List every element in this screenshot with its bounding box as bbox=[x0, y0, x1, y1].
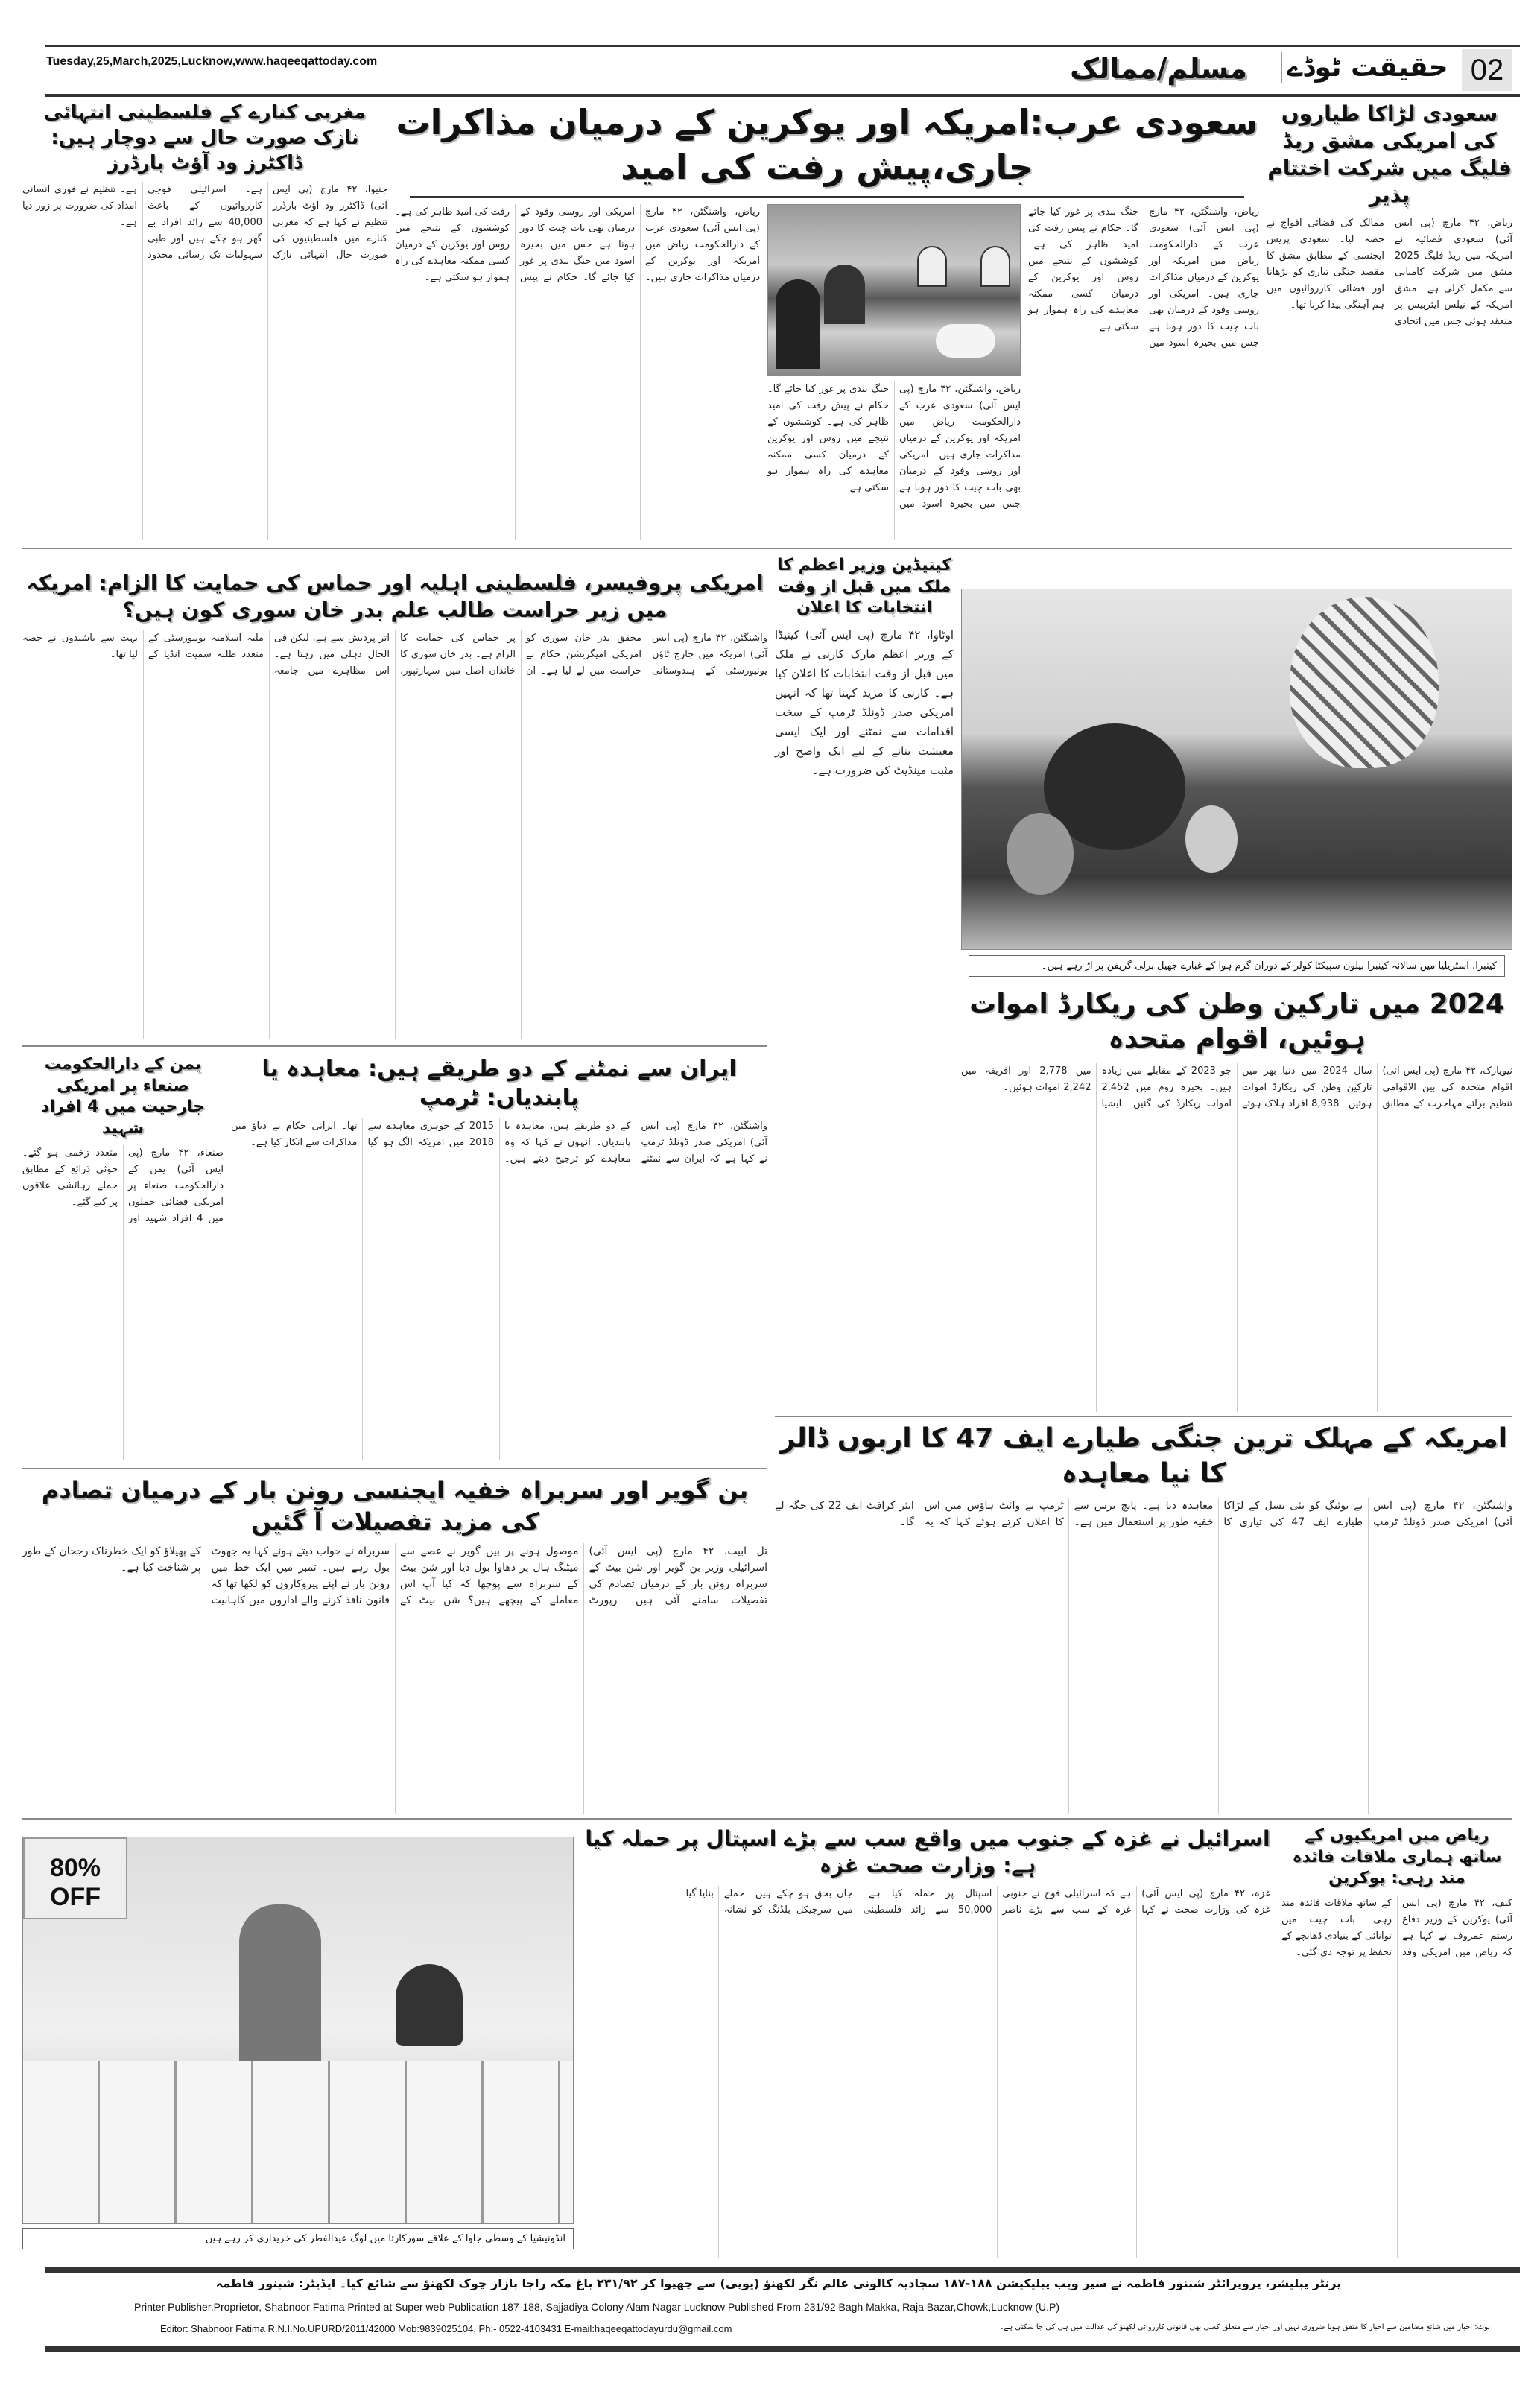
headline: ایران سے نمٹنے کے دو طریقے ہیں: معاہدہ یا پابندیاں: ٹرمپ bbox=[262, 1056, 737, 1111]
article-body: اوٹاوا، ۴۲ مارچ (پی ایس آئی) کینیڈا کے وزیر اعظم مارک کارنی نے ملک میں قبل از وقت انتخابات کا اعلان کیا ہے۔ کارنی کا مزید کہنا تھا کہ انہیں امریکی صدر ڈونلڈ ٹرمپ کے سخت اقدامات سے نمٹنے اور ایک ایسی معیشت بنانے کے لیے ایک واضح اور مثبت مینڈیٹ کی ضرورت ہے۔ bbox=[775, 627, 954, 777]
balloon-caption: کینبرا، آسٹریلیا میں سالانہ کینبرا بیلون سپیکٹا کولر کے دوران گرم ہوا کے غبارے جھیل برلی گریفن پر اڑ رہے ہیں۔ bbox=[969, 955, 1505, 977]
headline: بن گویر اور سربراہ خفیہ ایجنسی رونن بار کے درمیان تصادم کی مزید تفصیلات آ گئیں bbox=[41, 1476, 749, 1536]
header-rule bbox=[45, 94, 1520, 97]
article-ben-gvir bbox=[22, 1475, 767, 1814]
article-body: صنعاء، ۴۲ مارچ (پی ایس آئی) یمن کے دارالحکومت صنعاء پر امریکی فضائی حملوں میں 4 افراد شہید اور متعدد زخمی ہو گئے۔ حوثی ذرائع کے مطابق حملے رہائشی علاقوں پر کیے گئے۔ bbox=[22, 1147, 224, 1225]
article-body: تل ابیب، ۴۲ مارچ (پی ایس آئی) اسرائیلی وزیر بن گویر اور شن بیٹ کے سربراہ رونن بار کے درمیان تصادم کی تفصیلات سامنے آئی ہیں۔ رپورٹ موصول ہونے پر بین گویر نے غصے سے میٹنگ ہال پر دھاوا بول دیا اور شن بیٹ کے سربراہ سے پوچھا کہ کیا آپ اس معاملے کے پیچھے ہیں؟ شن بیٹ کے سربراہ نے جواب دیتے ہوئے کہا یہ جھوٹ بول رہے ہیں۔ تمبر میں ایک خط میں رونن بار نے اپنے پیروکاروں کو لکھا تھا کہ قانون نافذ کرنے والے اداروں میں کاہانیت کے پھیلاؤ کو ایک خطرناک رجحان کے طور پر شناخت کیا ہے۔ bbox=[22, 1545, 767, 1607]
article-body: واشنگٹن، ۴۲ مارچ (پی ایس آئی) امریکی صدر ڈونلڈ ٹرمپ نے بوئنگ کو نئی نسل کے لڑاکا طیارے ایف 47 کی تیاری کا معاہدہ دیا ہے۔ پانچ برس سے خفیہ طور پر استعمال میں ہے۔ ٹرمپ نے وائٹ ہاؤس میں اس کا اعلان کرتے ہوئے کہا کہ یہ ایئر کرافٹ ایف 22 کی جگہ لے گا۔ bbox=[775, 1499, 1513, 1528]
article-body: کیف، ۴۲ مارچ (پی ایس آئی) یوکرین کے وزیر دفاع رستم عمروف نے کہا ہے کہ ریاض میں امریکی وفد کے ساتھ ملاقات فائدہ مند رہی۔ بات چیت میں توانائی کے بنیادی ڈھانچے کے تحفظ پر توجہ دی گئی۔ bbox=[1281, 1897, 1512, 1958]
page-number: 02 bbox=[1462, 49, 1512, 91]
row-divider bbox=[22, 1045, 767, 1047]
article-body: ریاض، ۴۲ مارچ (پی ایس آئی) سعودی فضائیہ نے امریکہ میں ریڈ فلیگ 2025 مشق میں شرکت کامیابی سے مکمل کرلی ہے۔ مشق امریکہ کے نیلس ایئربیس پر منعقد ہوئی جس میں اتحادی ممالک کی فضائی افواج نے حصہ لیا۔ سعودی پریس ایجنسی کے مطابق مشق کا مقصد جنگی تیاری کو بڑھانا اور فضائی کارروائیوں میں ہم آہنگی پیدا کرنا تھا۔ bbox=[1267, 217, 1512, 327]
article-iran-trump bbox=[231, 1054, 767, 1460]
article-redflag bbox=[1267, 101, 1512, 540]
balloon-tiger bbox=[1290, 597, 1439, 768]
headline: یمن کے دارالحکومت صنعاء پر امریکی جارحیت میں 4 افراد شہید bbox=[40, 1055, 206, 1138]
article-migrant-deaths bbox=[961, 987, 1512, 1412]
balloon bbox=[1185, 805, 1238, 873]
article-westbank bbox=[22, 101, 387, 540]
photo-flowers bbox=[936, 324, 995, 358]
article-body: واشنگٹن، ۴۲ مارچ (پی ایس آئی) امریکہ میں جارج ٹاؤن یونیورسٹی کے ہندوستانی محقق بدر خان سوری کو امریکی امیگریشن حکام نے حراست میں لے لیا ہے۔ ان پر حماس کی حمایت کا الزام ہے۔ بدر خان سوری کا خاندان اصل میں سہارنپور، اتر پردیش سے ہے، لیکن فی الحال دہلی میں رہتا ہے۔ اس مظاہرے میں جامعہ ملیہ اسلامیہ یونیورسٹی کے متعدد طلبہ سمیت انڈیا کے بہت سے باشندوں نے حصہ لیا تھا۔ bbox=[22, 632, 767, 677]
photo-figure bbox=[824, 265, 865, 324]
footer-english-imprint: Printer Publisher,Proprietor, Shabnoor Fatima Printed at Super web Publication 187-188, Sajjadiya Colony Alam Nagar Lucknow Published From 231/92 Bagh Makka, Raja Bazar,Chowk,Lucknow (U.P) bbox=[134, 2301, 1059, 2313]
balloon bbox=[1007, 813, 1074, 895]
row-divider bbox=[22, 1818, 1512, 1820]
article-body: غزہ، ۴۲ مارچ (پی ایس آئی) غزہ کی وزارت صحت نے کہا ہے کہ اسرائیلی فوج نے جنوبی غزہ کے سب سے بڑے ناصر اسپتال پر حملہ کیا ہے۔ 50,000 سے زائد فلسطینی جاں بحق ہو چکے ہیں۔ حملے میں سرجیکل بلڈنگ کو نشانہ بنایا گیا۔ bbox=[679, 1887, 1270, 1916]
footer-disclaimer: نوٹ: اخبار میں شائع مضامین سے اخبار کا متفق ہونا ضروری نہیں اور اخبار سے متعلق کسی بھی قانونی کارروائی لکھنؤ کی عدالت میں ہی کی جا سکتی ہے۔ bbox=[999, 2323, 1490, 2331]
headline: 2024 میں تارکین وطن کی ریکارڈ اموات ہوئیں، اقوام متحدہ bbox=[969, 989, 1504, 1054]
headline: ریاض میں امریکیوں کے ساتھ ہماری ملاقات فائدہ مند رہی: یوکرین bbox=[1292, 1826, 1502, 1888]
article-main bbox=[395, 101, 1259, 540]
article-badr-khan-suri bbox=[22, 570, 767, 1039]
section-title: مسلم/ممالک bbox=[1070, 52, 1247, 85]
photo-figure bbox=[917, 246, 947, 287]
photo-saudi-talks bbox=[767, 204, 1021, 376]
main-article-columns bbox=[395, 204, 1259, 540]
shop-caption: انڈونیشیا کے وسطی جاوا کے علاقے سورکارتا میں لوگ عیدالفطر کی خریداری کر رہے ہیں۔ bbox=[22, 2228, 574, 2249]
row-divider bbox=[22, 548, 1512, 549]
headline: کینیڈین وزیر اعظم کا ملک میں قبل از وقت انتخابات کا اعلان bbox=[776, 556, 952, 618]
photo-shelves bbox=[23, 2061, 574, 2224]
article-body-continued: ریاض، واشنگٹن، ۴۲ مارچ (پی ایس آئی) سعودی عرب کے دارالحکومت ریاض میں امریکہ اور یوکرین کے درمیان مذاکرات جاری ہیں۔ امریکی اور روسی وفود کے درمیان بھی بات چیت کا دور ہونا ہے جس میں بحیرہ اسود میں جنگ بندی پر غور کیا جائے گا۔ حکام نے پیش رفت کی امید ظاہر کی ہے۔ کوششوں کے نتیجے میں روس اور یوکرین کے درمیان کسی ممکنہ معاہدے کی راہ ہموار ہو سکتی ہے۔ bbox=[767, 383, 1021, 510]
masthead-logo: حقیقت ٹوڈے bbox=[1281, 52, 1453, 83]
headline: سعودی عرب:امریکہ اور یوکرین کے درمیان مذاکرات جاری،پیش رفت کی امید bbox=[396, 102, 1258, 187]
article-f47 bbox=[775, 1422, 1512, 1814]
photo-balloons bbox=[961, 589, 1512, 950]
article-yemen bbox=[22, 1054, 224, 1460]
footer-urdu-imprint: پرنٹر پبلیشر، پروپرائٹر شبنور فاطمہ نے سپر ویب پبلیکیشن ۱۸۸-۱۸۷ سجادیہ کالونی عالم نگر لکھنؤ (یوپی) سے چھپوا کر ۲۳۱/۹۲ باغ مکہ راجا بازار چوک لکھنؤ سے شائع کیا۔ ایڈیٹر: شبنور فاطمہ bbox=[215, 2276, 1342, 2290]
article-body-right: ریاض، واشنگٹن، ۴۲ مارچ (پی ایس آئی) سعودی عرب کے دارالحکومت ریاض میں امریکہ اور یوکرین کے درمیان مذاکرات جاری ہیں۔ امریکی اور روسی وفود کے درمیان بھی بات چیت کا دور ہونا ہے جس میں بحیرہ اسود میں جنگ بندی پر غور کیا جائے گا۔ حکام نے پیش رفت کی امید ظاہر کی ہے۔ کوششوں کے نتیجے میں روس اور یوکرین کے درمیان کسی ممکنہ معاہدے کی راہ ہموار ہو سکتی ہے۔ bbox=[1028, 206, 1260, 349]
dateline: Tuesday,25,March,2025,Lucknow,www.haqeeqattoday.com bbox=[46, 55, 378, 68]
article-ukraine bbox=[1281, 1825, 1512, 2258]
photo-figure bbox=[980, 246, 1010, 287]
headline: امریکہ کے مہلک ترین جنگی طیارے ایف 47 کا اربوں ڈالر کا نیا معاہدہ bbox=[779, 1423, 1508, 1489]
article-body: واشنگٹن، ۴۲ مارچ (پی ایس آئی) امریکی صدر ڈونلڈ ٹرمپ نے کہا ہے کہ ایران سے نمٹنے کے دو طریقے ہیں، معاہدہ یا پابندیاں۔ انہوں نے کہا کہ وہ معاہدے کو ترجیح دیتے ہیں۔ 2015 کے جوہری معاہدے سے 2018 میں امریکہ الگ ہو گیا تھا۔ ایرانی حکام نے دباؤ میں مذاکرات سے انکار کیا ہے۔ bbox=[231, 1121, 767, 1165]
article-canada bbox=[775, 555, 954, 1412]
headline-rule bbox=[410, 196, 1244, 198]
footer-rule-bottom bbox=[45, 2346, 1520, 2352]
headline: سعودی لڑاکا طیاروں کی امریکی مشق ریڈ فلیگ میں شرکت اختتام پذیر bbox=[1267, 101, 1512, 208]
row-divider bbox=[22, 1468, 767, 1469]
headline: اسرائیل نے غزہ کے جنوب میں واقع سب سے بڑے اسپتال پر حملہ کیا ہے: وزارت صحت غزہ bbox=[585, 1826, 1270, 1878]
footer-rule-top bbox=[45, 2267, 1520, 2273]
article-body: ریاض، واشنگٹن، ۴۲ مارچ (پی ایس آئی) سعودی عرب کے دارالحکومت ریاض میں امریکہ اور یوکرین کے درمیان مذاکرات جاری ہیں۔ امریکی اور روسی وفود کے درمیان بھی بات چیت کا دور ہونا ہے جس میں بحیرہ اسود میں جنگ بندی پر غور کیا جائے گا۔ حکام نے پیش رفت کی امید ظاہر کی ہے۔ کوششوں کے نتیجے میں روس اور یوکرین کے درمیان کسی ممکنہ معاہدے کی راہ ہموار ہو سکتی ہے۔ bbox=[395, 206, 761, 283]
headline: امریکی پروفیسر، فلسطینی اہلیہ اور حماس کی حمایت کا الزام: امریکہ میں زیر حراست طالب علم بدر خان سوری کون ہیں؟ bbox=[26, 571, 764, 623]
headline: مغربی کنارے کے فلسطینی انتہائی نازک صورت حال سے دوچار ہیں: ڈاکٹرز ود آؤٹ بارڈرز bbox=[43, 101, 367, 174]
sale-sign: 80% OFF bbox=[23, 1837, 127, 1919]
article-gaza-hospital bbox=[585, 1825, 1270, 2258]
photo-figure-girl bbox=[396, 1964, 463, 2046]
footer-editor-info: Editor: Shabnoor Fatima R.N.I.No.UPURD/2011/42000 Mob:9839025104, Ph:- 0522-4103431 E-mail:haqeeqattodayurdu@gmail.com bbox=[160, 2323, 732, 2334]
article-body: نیویارک، ۴۲ مارچ (پی ایس آئی) اقوام متحدہ کی بین الاقوامی تنظیم برائے مہاجرت کے مطابق سال 2024 میں دنیا بھر میں تارکین وطن کی ریکارڈ اموات ہوئیں۔ 8,938 افراد ہلاک ہوئے جو 2023 کے مقابلے میں زیادہ ہیں۔ بحیرہ روم میں 2,452 اموات ریکارڈ کی گئیں۔ ایشیا میں 2,778 اور افریقہ میں 2,242 اموات ہوئیں۔ bbox=[961, 1065, 1513, 1109]
article-body: جنیوا، ۴۲ مارچ (پی ایس آئی) ڈاکٹرز ود آؤٹ بارڈرز تنظیم نے کہا ہے کہ مغربی کنارے میں فلسطینیوں کی صورت حال انتہائی نازک ہے۔ اسرائیلی فوجی کارروائیوں کے باعث 40,000 سے زائد افراد بے گھر ہو چکے ہیں اور طبی سہولیات تک رسائی محدود ہے۔ تنظیم نے فوری انسانی امداد کی ضرورت پر زور دیا ہے۔ bbox=[22, 184, 387, 262]
top-rule bbox=[45, 45, 1520, 47]
photo-eid-shopping bbox=[22, 1837, 574, 2224]
photo-figure bbox=[776, 279, 820, 369]
row-divider bbox=[775, 1416, 1512, 1417]
main-article-middle bbox=[767, 204, 1021, 540]
